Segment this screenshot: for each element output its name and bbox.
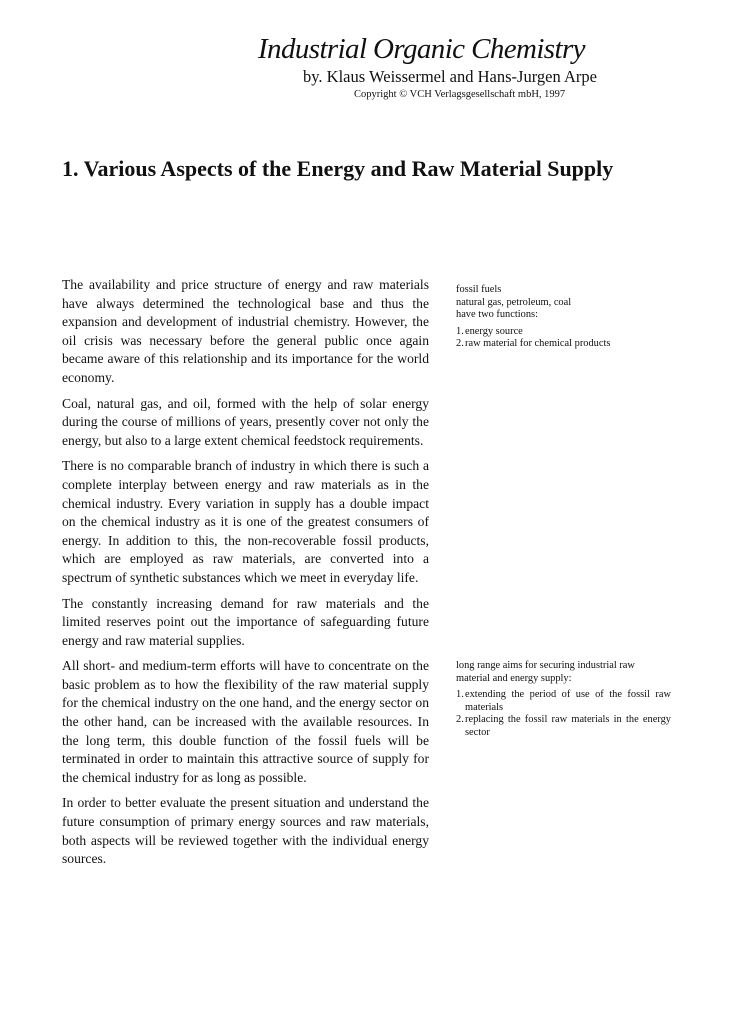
body-paragraph: All short- and medium-term efforts will have to concentrate on the basic problem as to how the flexibility of the raw material supply for the chemical industry on the one hand, and the energy sector on the other hand, can be increased with the available resources. In the long term, this double function of the fossil fuels will be terminated in order to maintain this attractive source of supply for the chemical industry for as long as possible.	[62, 658, 429, 785]
margin-note-line: natural gas, petroleum, coal	[456, 296, 572, 308]
body-paragraph: Coal, natural gas, and oil, formed with the help of solar energy during the course of millions of years, presently cover not only the energy, but also to a large extent chemical feedstock requirements.	[62, 395, 429, 448]
item-text: raw material for chemical products	[465, 338, 611, 350]
margin-note-item	[456, 714, 671, 739]
chapter-heading: 1. Various Aspects of the Energy and Raw Material Supply	[62, 156, 614, 181]
copyright-line: Copyright © VCH Verlagsgesellschaft mbH, 1997	[354, 89, 566, 100]
margin-note-line: have two functions:	[456, 309, 538, 321]
body-paragraph: In order to better evaluate the present situation and understand the future consumption of primary energy sources and raw materials, both aspects will be reviewed together with the individual energy sources.	[62, 795, 429, 867]
margin-note-fossil-fuels	[456, 284, 671, 351]
item-number: 2.	[456, 714, 464, 726]
body-paragraph: The constantly increasing demand for raw materials and the limited reserves point out the importance of safeguarding future energy and raw material supplies.	[62, 595, 429, 648]
item-number: 1.	[456, 325, 464, 337]
item-number: 1.	[456, 689, 464, 701]
item-text: replacing the fossil raw materials in the energy sector	[465, 714, 671, 738]
item-text: energy source	[465, 325, 523, 337]
margin-note-line: long range aims for securing industrial raw material and energy supply:	[456, 660, 635, 684]
margin-note-item	[456, 689, 671, 714]
margin-note-item	[456, 326, 671, 339]
margin-note-line: fossil fuels	[456, 284, 502, 295]
body-paragraph: The availability and price structure of energy and raw materials have always determined the technological base and thus the expansion and development of industrial chemistry. However, the oil crisis was necessary before the general public once again became aware of this relationship and its importance for the world economy.	[62, 277, 429, 385]
authors-line: by. Klaus Weissermel and Hans-Jurgen Arpe	[303, 67, 597, 86]
book-title: Industrial Organic Chemistry	[258, 33, 585, 65]
main-text-column	[62, 276, 429, 876]
body-paragraph: There is no comparable branch of industry in which there is such a complete interplay between energy and raw materials as in the chemical industry. Every variation in supply has a double impact on the chemical industry as it is one of the greatest consumers of energy. In addition to this, the non-recoverable fossil products, which are employed as raw materials, are converted into a spectrum of synthetic substances which we meet in everyday life.	[62, 458, 429, 585]
margin-note-list	[456, 689, 671, 739]
margin-note-list	[456, 326, 671, 351]
margin-note-item	[456, 338, 671, 351]
margin-note-long-range-aims	[456, 660, 671, 740]
item-text: extending the period of use of the fossil raw materials	[465, 689, 671, 713]
item-number: 2.	[456, 338, 464, 350]
